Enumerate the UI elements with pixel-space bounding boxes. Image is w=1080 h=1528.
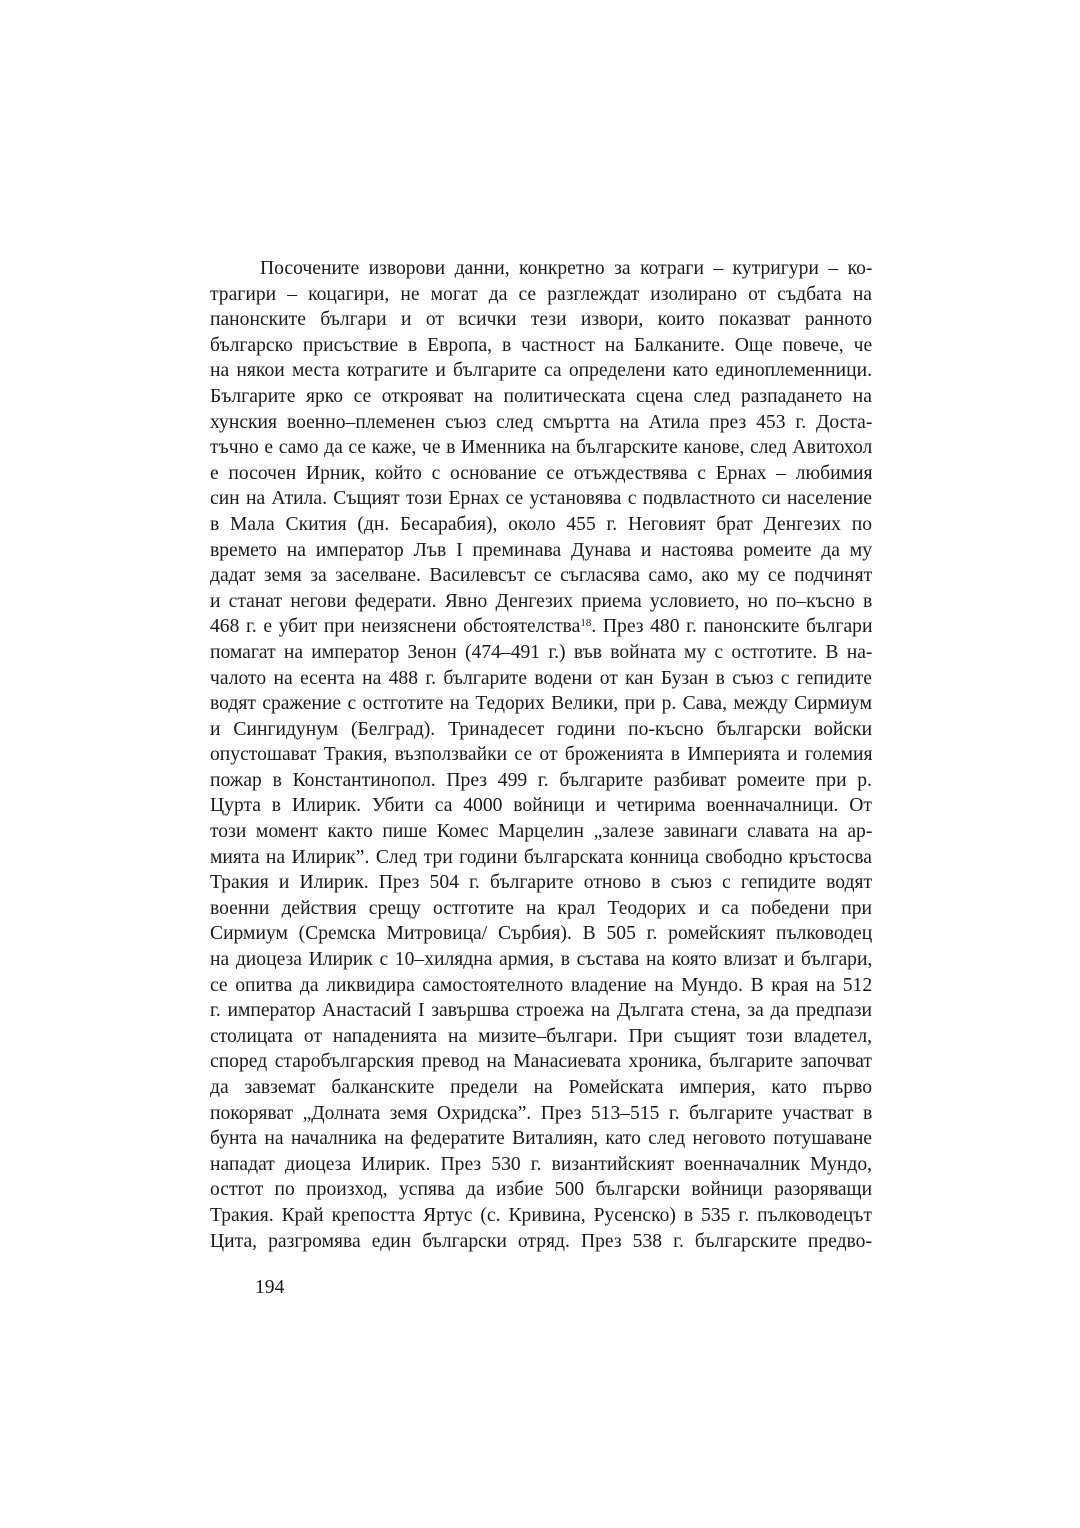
text-line: Цурта в Илирик. Убити са 4000 войници и четирима военначалници. От: [210, 795, 872, 817]
text-segment: 468 г. е убит при неизяснени обстоятелства: [210, 616, 581, 638]
text-line: военни действия срещу остготите на крал Теодорих и са победени при: [210, 897, 872, 919]
text-line: мията на Илирик”. След три години българската конница свободно кръстосва: [210, 846, 872, 868]
text-line: хунския военно–племенен съюз след смъртта на Атила през 453 г. Доста-: [210, 411, 873, 433]
text-line: опустошават Тракия, възползвайки се от броженията в Империята и големия: [210, 744, 873, 766]
text-line: Тракия и Илирик. През 504 г. българите отново в съюз с гепидите водят: [210, 872, 873, 894]
text-line: г. император Анастасий I завършва строежа на Дългата стена, за да предпази: [210, 1000, 872, 1022]
text-line: водят сражение с остготите на Тедорих Велики, при р. Сава, между Сирмиум: [210, 693, 872, 715]
text-line: столицата от нападенията на мизите–българи. При същият този владетел,: [210, 1025, 872, 1047]
text-line: покоряват „Долната земя Охридска”. През 513–515 г. българите участват в: [210, 1102, 873, 1124]
text-line: на някои места котрагите и българите са определени като единоплеменници.: [210, 360, 872, 382]
text-line: Българите ярко се открояват на политическата сцена след разпадането на: [210, 385, 872, 407]
text-line: дадат земя за заселване. Василевсът се съгласява само, ако му се подчинят: [210, 565, 873, 587]
text-line: пожар в Константинопол. През 499 г. българите разбиват ромеите при р.: [210, 769, 872, 791]
text-line: според старобългарския превод на Манасиевата хроника, българите започват: [210, 1051, 872, 1073]
text-line: нападат диоцеза Илирик. През 530 г. византийският военначалник Мундо,: [210, 1153, 873, 1175]
text-line: времето на император Лъв I преминава Дунава и настоява ромеите да му: [210, 539, 872, 561]
text-segment: . През 480 г. панонските българи: [591, 616, 873, 638]
text-line: остгот по произход, успява да избие 500 български войници разоряващи: [210, 1179, 873, 1201]
text-line: син на Атила. Същият този Ернах се установява с подвластното си население: [210, 488, 872, 510]
body-paragraph: [210, 256, 872, 1254]
text-line: и станат негови федерати. Явно Денгезих приема условието, но по–късно в: [210, 590, 873, 612]
text-line: панонските българи и от всички тези извори, които показват ранното: [210, 309, 872, 331]
text-line-with-footnote: [210, 614, 872, 640]
text-line: трагири – коцагири, не могат да се разглеждат изолирано от съдбата на: [210, 283, 872, 305]
page-number: 194: [255, 1277, 285, 1298]
text-line: Сирмиум (Сремска Митровица/ Сърбия). В 505 г. ромейският пълководец: [210, 923, 873, 945]
text-line: и Сингидунум (Белград). Тринадесет години по-късно български войски: [210, 718, 873, 740]
text-line: в Мала Скития (дн. Бесарабия), около 455 г. Неговият брат Денгезих по: [210, 513, 872, 535]
text-line: помагат на император Зенон (474–491 г.) във войната му с остготите. В на-: [210, 641, 873, 663]
text-line: на диоцеза Илирик с 10–хилядна армия, в състава на която влизат и българи,: [210, 949, 873, 971]
text-line: Посочените изворови данни, конкретно за котраги – кутригури – ко-: [260, 258, 873, 279]
text-line: да завземат балканските предели на Ромейската империя, като първо: [210, 1077, 872, 1098]
text-line: чалото на есента на 488 г. българите водени от кан Бузан в съюз с гепидите: [210, 667, 872, 689]
text-line: Цита, разгромява един български отряд. През 538 г. българските предво-: [210, 1230, 872, 1252]
text-line: този момент както пише Комес Марцелин „залезе завинаги славата на ар-: [210, 821, 873, 843]
text-line: бунта на началника на федератите Виталиян, като след неговото потушаване: [210, 1128, 872, 1150]
text-line: българско присъствие в Европа, в частност на Балканите. Още повече, че: [210, 334, 873, 356]
text-line: е посочен Ирник, който с основание се отъждествява с Ернах – любимия: [210, 462, 873, 484]
footnote-reference[interactable]: 18: [580, 616, 592, 629]
text-line: тъчно е само да се каже, че в Именника на българските канове, след Авитохол: [210, 437, 873, 459]
text-line: Тракия. Край крепостта Яртус (с. Кривина, Русенско) в 535 г. пълководецът: [210, 1204, 872, 1226]
text-line: се опитва да ликвидира самостоятелното владение на Мундо. В края на 512: [210, 974, 873, 996]
